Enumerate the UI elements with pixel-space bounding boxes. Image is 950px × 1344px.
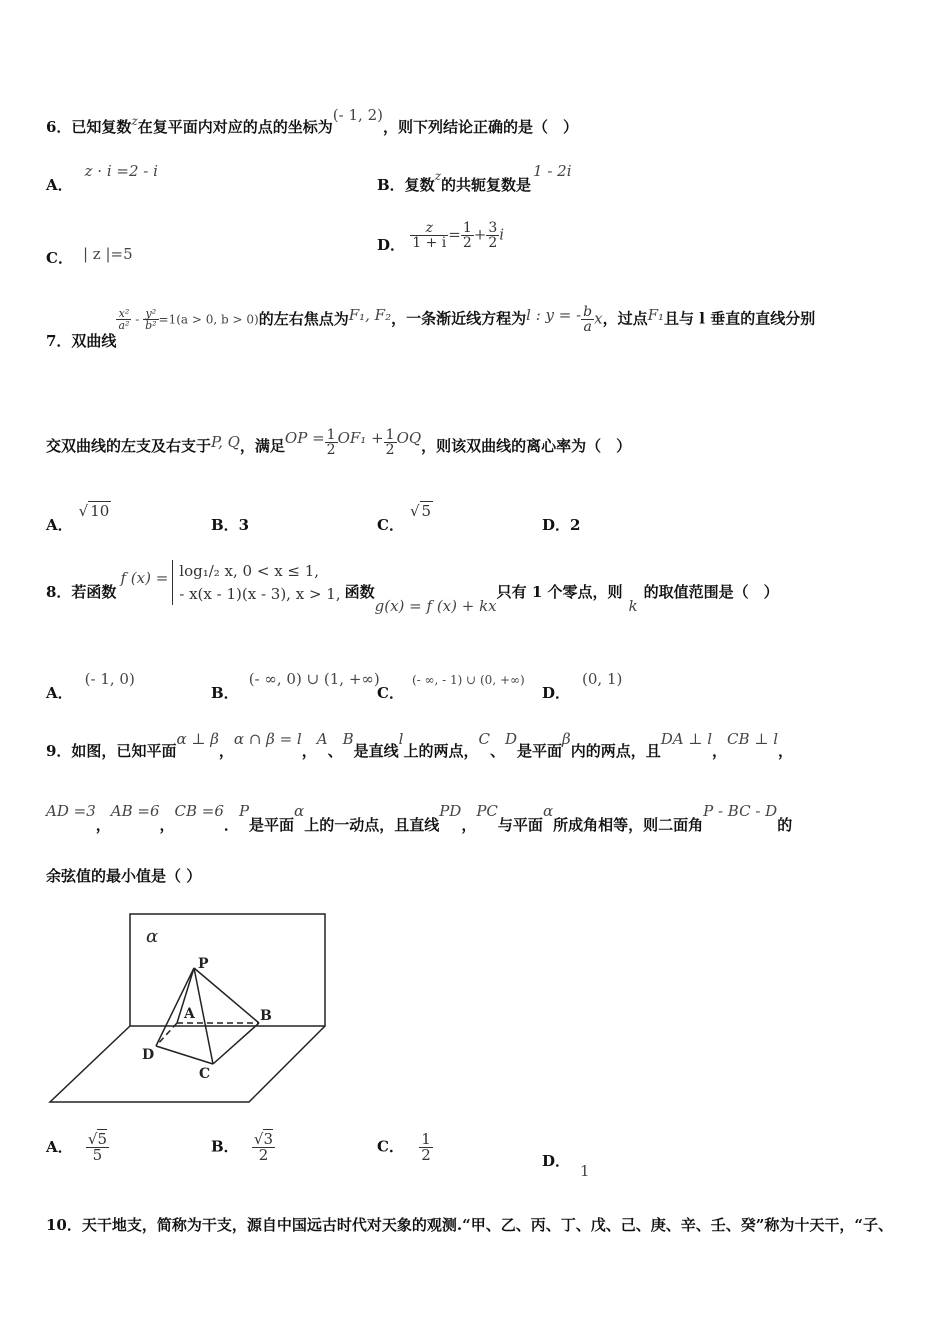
- option-label: C．: [377, 516, 404, 534]
- q9-cb2: CB =6: [174, 802, 224, 820]
- q8-option-c[interactable]: [377, 668, 525, 702]
- q8-d-val: (0, 1): [582, 670, 623, 688]
- q7-of1: OF₁ +: [337, 428, 384, 447]
- q9-l: l: [398, 730, 404, 748]
- option-label: A．: [46, 516, 73, 534]
- q9-pd: PD: [439, 802, 462, 820]
- q6-z: z: [131, 114, 138, 128]
- q6-d-frac1: $\frac{1}{2}$: [462, 220, 472, 251]
- q9-text: 上的一动点，且直线: [304, 816, 440, 834]
- q6-option-c[interactable]: [46, 243, 133, 267]
- q7-option-c[interactable]: [377, 500, 433, 534]
- q9-text: 与平面: [497, 816, 543, 834]
- option-label: D．2: [542, 516, 581, 534]
- q9-option-c[interactable]: [377, 1132, 433, 1163]
- q8-stem: [46, 560, 779, 615]
- q7-text: ，则该双曲线的离心率为（ ）: [421, 436, 632, 455]
- option-label: A．: [46, 1137, 73, 1156]
- q8-fx: f (x) =: [120, 568, 169, 587]
- option-label: D．: [377, 235, 406, 254]
- q6-text: 在复平面内对应的点的坐标为: [137, 118, 333, 136]
- q9-ad: AD =3: [46, 802, 96, 820]
- q9-a-frac: $\frac{√5}{5}$: [87, 1130, 107, 1164]
- plane-beta: [50, 1026, 325, 1102]
- option-label: D．: [542, 1152, 571, 1170]
- q9-c-frac: $\frac{1}{2}$: [421, 1130, 431, 1164]
- q6-option-d[interactable]: [377, 220, 505, 254]
- q6-d-frac2: $\frac{3}{2}$: [488, 220, 498, 251]
- q9-text: 上的两点，: [403, 742, 479, 760]
- q6-a-math: z · i =2 - i: [84, 162, 158, 180]
- q9-d: D: [504, 730, 518, 748]
- q9-text: ，: [218, 742, 234, 760]
- q9-text: 是平面: [517, 742, 563, 760]
- q6-b-text: 的共轭复数是: [441, 176, 532, 194]
- option-label: A．: [46, 176, 73, 194]
- q6-b-math: 1 - 2i: [533, 162, 572, 180]
- q7-foci: F₁, F₂: [348, 305, 392, 324]
- q7-half2: $\frac{1}{2}$: [385, 427, 395, 458]
- q6-text: 6．已知复数: [46, 118, 132, 136]
- q8-b-val: (- ∞, 0) ∪ (1, +∞): [248, 670, 380, 688]
- q9-figure: [46, 906, 336, 1106]
- q9-option-d[interactable]: [542, 1152, 590, 1180]
- q9-inter: α ∩ β = l: [233, 730, 302, 748]
- q7-asym-x: x: [594, 309, 603, 328]
- q9-text: ，: [159, 816, 175, 834]
- q7-option-b[interactable]: [211, 514, 249, 535]
- option-label: B．: [211, 684, 239, 702]
- q7-oq: OQ: [396, 428, 422, 447]
- q6-d-plus: +: [473, 225, 487, 244]
- q8-a-val: (- 1, 0): [84, 670, 135, 688]
- q6-d-frac: $\frac{z}{1 + i}$: [412, 220, 447, 251]
- q7-text: 交双曲线的左支及右支于: [46, 436, 212, 455]
- option-label: C．: [377, 684, 404, 702]
- q9-text: 、: [327, 742, 343, 760]
- option-label: C．: [377, 1137, 404, 1156]
- q7-frac-x: $\frac{\text{x²}}{\text{a²}}$: [118, 307, 130, 332]
- fig-c-label: C: [199, 1066, 211, 1082]
- q7-stem-line1: 7．双曲线 $\frac{\text{x²}}{\text{a²}}$ - $\frac{\text{y²}}{\text{b²}}$ =1(a > 0, b > 0)的左右焦点为F₁, F₂，一条渐近线方程为l : y = - $\frac{b}{a}$ x，过点F₁且与 l 垂直的直线分别: [46, 304, 816, 350]
- option-label: B．复数: [377, 176, 435, 194]
- q6-b-z: z: [434, 169, 442, 183]
- q9-alpha: α: [294, 802, 305, 820]
- q9-a: A: [316, 730, 328, 748]
- q7-asym: l : y = -: [526, 305, 582, 324]
- q8-gx: g(x) = f (x) + kx: [374, 596, 497, 615]
- q7-text: 的左右焦点为: [258, 309, 349, 328]
- q8-text: 8．若函数: [46, 582, 117, 601]
- q8-c-val: (- ∞, - 1) ∪ (0, +∞): [411, 673, 525, 687]
- q9-b: B: [342, 730, 354, 748]
- edge-dc: [156, 1046, 213, 1064]
- q7-option-a[interactable]: [46, 500, 111, 534]
- q9-stem-line2: [46, 800, 793, 834]
- fig-d-label: D: [142, 1047, 155, 1063]
- q9-da: DA ⊥ l: [660, 730, 713, 748]
- fig-alpha-label: α: [146, 926, 159, 947]
- q7-text: ，过点: [602, 309, 648, 328]
- q9-d-val: 1: [580, 1162, 590, 1180]
- q9-text: 、: [489, 742, 505, 760]
- q10-stem: 10．天干地支，简称为干支，源自中国远古时代对天象的观测.“甲、乙、丙、丁、戊、己、庚、辛、壬、癸”称为十天干，“子、: [46, 1216, 893, 1234]
- fig-b-label: B: [260, 1008, 272, 1024]
- edge-bc: [213, 1023, 259, 1064]
- q7-op: OP =: [284, 428, 325, 447]
- option-label: C．: [46, 249, 73, 267]
- q8-text: 函数: [344, 582, 375, 601]
- q9-text: 的: [777, 816, 793, 834]
- q6-option-a[interactable]: [46, 160, 158, 194]
- option-label: B．: [211, 1137, 239, 1156]
- q9-text: 内的两点，且: [570, 742, 661, 760]
- q8-text: 只有 1 个零点，则: [496, 582, 623, 601]
- q9-ab: AB =6: [110, 802, 160, 820]
- fig-a-label: A: [184, 1006, 195, 1022]
- q7-c-sqrt: √ 5: [409, 502, 432, 520]
- q6-c-math: | z |=5: [82, 245, 133, 263]
- q6-point: (- 1, 2): [332, 106, 383, 124]
- q7-frac-y: $\frac{\text{y²}}{\text{b²}}$: [145, 307, 157, 332]
- q9-p: P: [238, 802, 250, 820]
- q6-text: ，则下列结论正确的是（ ）: [382, 118, 578, 136]
- option-label: D．: [542, 684, 571, 702]
- q9-text: ，: [461, 816, 477, 834]
- q7-text: 7．双曲线: [46, 331, 117, 350]
- q8-piecewise: log₁/₂ x, 0 < x ≤ 1, - x(x - 1)(x - 3), x > 1,: [172, 560, 340, 605]
- q7-pq: P, Q: [211, 432, 240, 451]
- q7-text: ，一条渐近线方程为: [391, 309, 527, 328]
- q9-text: ，: [712, 742, 728, 760]
- q9-text: ，: [778, 742, 794, 760]
- q7-option-d[interactable]: [542, 514, 580, 535]
- q9-c: C: [478, 730, 490, 748]
- q6-stem: [46, 106, 578, 137]
- q6-d-i: i: [499, 225, 505, 244]
- q9-cb: CB ⊥ l: [727, 730, 778, 748]
- q9-option-a[interactable]: [46, 1132, 109, 1163]
- option-label: B．3: [211, 516, 250, 534]
- q7-half1: $\frac{1}{2}$: [326, 427, 336, 458]
- q7-a-sqrt: √ 10: [78, 502, 110, 520]
- q9-text: ．: [223, 816, 239, 834]
- q7-text: ，满足: [239, 436, 285, 455]
- q9-option-b[interactable]: [211, 1132, 275, 1163]
- fig-p-label: P: [198, 956, 209, 972]
- q9-text: 所成角相等，则二面角: [553, 816, 704, 834]
- q9-alpha2: α: [542, 802, 554, 820]
- q9-pbcd: P - BC - D: [703, 802, 778, 820]
- q7-eq-rest: =1(a > 0, b > 0): [158, 312, 259, 327]
- q9-perp: α ⊥ β: [176, 730, 219, 748]
- q7-text: 且与 l 垂直的直线分别: [664, 309, 816, 328]
- option-label: A．: [46, 684, 73, 702]
- q9-beta: β: [562, 730, 571, 748]
- q9-text: 9．如图，已知平面: [46, 742, 177, 760]
- q8-k: k: [628, 596, 638, 615]
- q9-b-frac: $\frac{√3}{2}$: [253, 1130, 274, 1164]
- q9-text: 是平面: [249, 816, 295, 834]
- q8-text: 的取值范围是（ ）: [643, 582, 779, 601]
- q9-text: ，: [95, 816, 111, 834]
- q7-asym-frac: $\frac{b}{a}$: [583, 304, 593, 335]
- q7-stem-line2: [46, 418, 632, 458]
- q6-d-eq: =: [448, 225, 461, 244]
- q7-f1: F₁: [647, 305, 665, 324]
- q6-option-b[interactable]: [377, 160, 572, 194]
- q8-option-d[interactable]: [542, 668, 623, 702]
- q8-option-a[interactable]: [46, 668, 135, 702]
- q9-text: ，: [301, 742, 317, 760]
- q9-stem-line1: [46, 728, 794, 760]
- q8-option-b[interactable]: [211, 668, 380, 702]
- q9-pc: PC: [476, 802, 498, 820]
- q9-text: 是直线: [353, 742, 399, 760]
- plane-alpha: [130, 914, 325, 1026]
- q9-stem-line3: 余弦值的最小值是（ ）: [46, 867, 202, 885]
